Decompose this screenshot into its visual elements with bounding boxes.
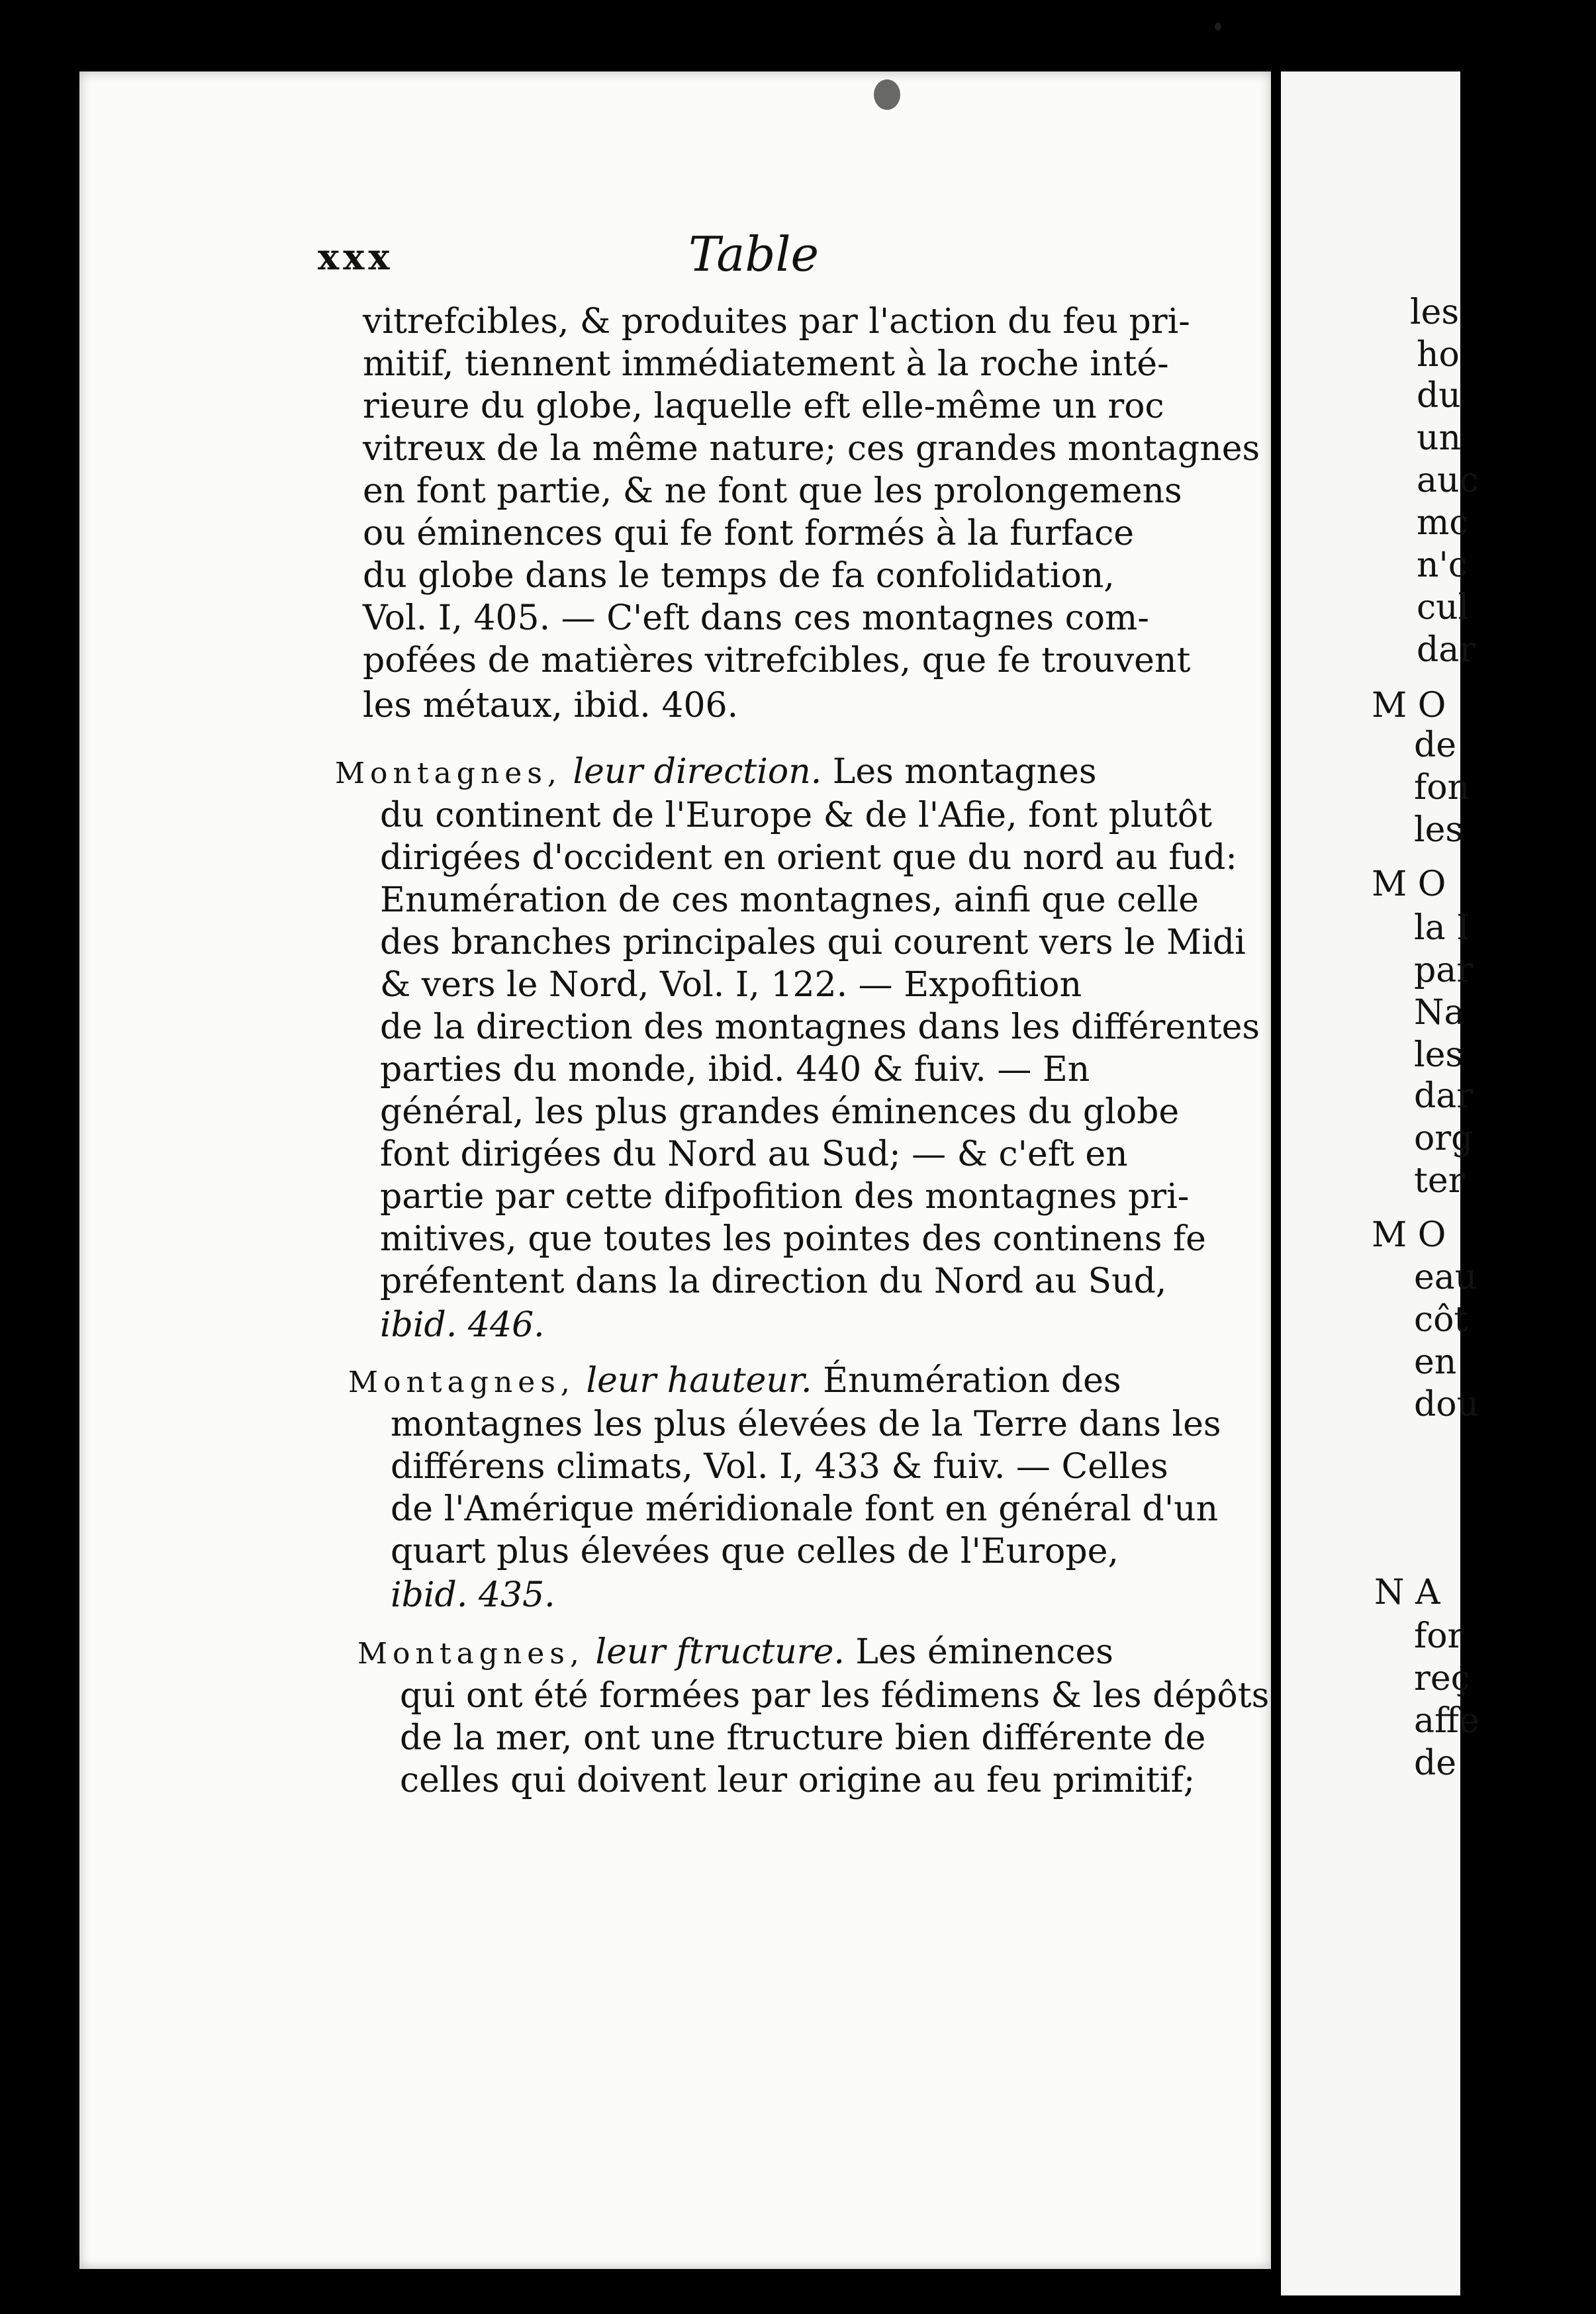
facing-page-fragment: n'c: [1417, 545, 1468, 585]
page-header: [318, 226, 1218, 285]
text-line: celles qui doivent leur origine au feu primitif;: [400, 1761, 1196, 1800]
facing-page-fragment: affe: [1414, 1701, 1479, 1741]
text-line: Vol. I, 405. — C'eft dans ces montagnes com-: [363, 598, 1149, 638]
facing-page-fragment: for: [1414, 1616, 1464, 1656]
text-line: des branches principales qui courent vers le Midi: [380, 923, 1246, 962]
facing-page-fragment: N A: [1374, 1573, 1440, 1612]
facing-page-fragment: par: [1414, 950, 1474, 990]
text-line: du continent de l'Europe & de l'Afie, font plutôt: [380, 796, 1213, 835]
text-line: dirigées d'occident en orient que du nord au fud:: [380, 838, 1237, 878]
text-line: qui ont été formées par les fédimens & les dépôts: [400, 1676, 1270, 1716]
entry-heading: Montagnes,: [348, 1365, 575, 1399]
book-page-right-fragment: [1281, 71, 1479, 2295]
entry-first-line: [335, 752, 1097, 792]
entry-text: Énumération des: [823, 1361, 1121, 1401]
facing-page-fragment: la I: [1414, 908, 1470, 948]
facing-page-fragment: un: [1417, 418, 1461, 458]
facing-page-fragment: ho: [1417, 335, 1460, 375]
text-line: ibid. 446.: [380, 1305, 545, 1345]
facing-page-fragment: org: [1414, 1119, 1474, 1158]
facing-page-fragment: dou: [1414, 1385, 1479, 1424]
entry-qualifier: leur direction.: [573, 752, 822, 792]
text-line: ibid. 435.: [391, 1575, 555, 1615]
text-line: de l'Amérique méridionale font en général d'un: [391, 1489, 1219, 1529]
facing-page-fragment: du: [1417, 376, 1461, 416]
facing-page-fragment: côt: [1414, 1300, 1468, 1340]
text-line: pofées de matières vitrefcibles, que fe trouvent: [363, 641, 1191, 680]
text-line: les métaux, ibid. 406.: [363, 686, 739, 725]
facing-page-fragment: Na: [1414, 993, 1465, 1033]
facing-page-fragment: les: [1414, 810, 1464, 850]
entry-qualifier: leur ftructure.: [595, 1632, 845, 1672]
entry-text: Les éminences: [855, 1632, 1113, 1672]
entry-heading: Montagnes,: [335, 757, 562, 790]
text-line: ou éminences qui fe font formés à la furface: [363, 514, 1134, 553]
ink-blot: [874, 79, 900, 110]
text-line: partie par cette difpofition des montagnes pri-: [380, 1177, 1190, 1217]
facing-page-fragment: les: [1410, 293, 1460, 332]
text-line: de la mer, ont une ftructure bien différente de: [400, 1718, 1206, 1758]
text-line: vitreux de la même nature; ces grandes montagnes: [363, 429, 1260, 469]
facing-page-fragment: mc: [1417, 503, 1469, 543]
facing-page-fragment: en: [1414, 1342, 1457, 1382]
text-line: mitif, tiennent immédiatement à la roche inté-: [363, 344, 1169, 384]
facing-page-fragment: dar: [1417, 630, 1476, 670]
facing-page-fragment: M O: [1372, 686, 1446, 725]
text-line: vitrefcibles, & produites par l'action du feu pri-: [363, 302, 1190, 342]
entry-qualifier: leur hauteur.: [586, 1361, 812, 1401]
facing-page-fragment: fon: [1414, 768, 1470, 808]
text-line: général, les plus grandes éminences du globe: [380, 1092, 1180, 1132]
facing-page-fragment: ter: [1414, 1161, 1465, 1201]
entry-first-line: [348, 1361, 1121, 1401]
text-line: préfentent dans la direction du Nord au Sud,: [380, 1262, 1167, 1301]
text-line: Enumération de ces montagnes, ainfi que celle: [380, 880, 1199, 920]
text-line: parties du monde, ibid. 440 & fuiv. — En: [380, 1050, 1090, 1089]
text-line: quart plus élevées que celles de l'Europe,: [391, 1532, 1119, 1571]
entry-first-line: [357, 1632, 1113, 1672]
text-line: mitives, que toutes les pointes des continens fe: [380, 1219, 1206, 1259]
facing-page-fragment: M O: [1372, 864, 1446, 904]
entry-heading: Montagnes,: [357, 1637, 585, 1671]
facing-page-fragment: cul: [1417, 588, 1470, 627]
text-line: différens climats, Vol. I, 433 & fuiv. — Celles: [391, 1447, 1168, 1487]
facing-page-fragment: reç: [1414, 1659, 1470, 1698]
text-line: montagnes les plus élevées de la Terre dans les: [391, 1405, 1221, 1444]
facing-page-fragment: les: [1414, 1035, 1464, 1075]
facing-page-fragment: auc: [1417, 461, 1479, 500]
text-line: rieure du globe, laquelle eft elle-même un roc: [363, 387, 1164, 426]
facing-page-fragment: M O: [1372, 1215, 1446, 1255]
ink-speck: [1215, 23, 1221, 30]
facing-page-fragment: de: [1414, 1743, 1457, 1783]
text-line: du globe dans le temps de fa confolidation,: [363, 556, 1115, 596]
page-number: xxx: [318, 236, 394, 278]
facing-page-fragment: dar: [1414, 1076, 1474, 1116]
facing-page-fragment: eau: [1414, 1258, 1478, 1297]
entry-text: Les montagnes: [832, 752, 1097, 792]
running-title: Table: [688, 226, 820, 282]
facing-page-fragment: de: [1414, 725, 1457, 765]
text-line: & vers le Nord, Vol. I, 122. — Expofition: [380, 965, 1082, 1005]
text-line: en font partie, & ne font que les prolongemens: [363, 471, 1182, 511]
text-line: de la direction des montagnes dans les différentes: [380, 1007, 1260, 1047]
text-line: font dirigées du Nord au Sud; — & c'eft en: [380, 1134, 1128, 1174]
